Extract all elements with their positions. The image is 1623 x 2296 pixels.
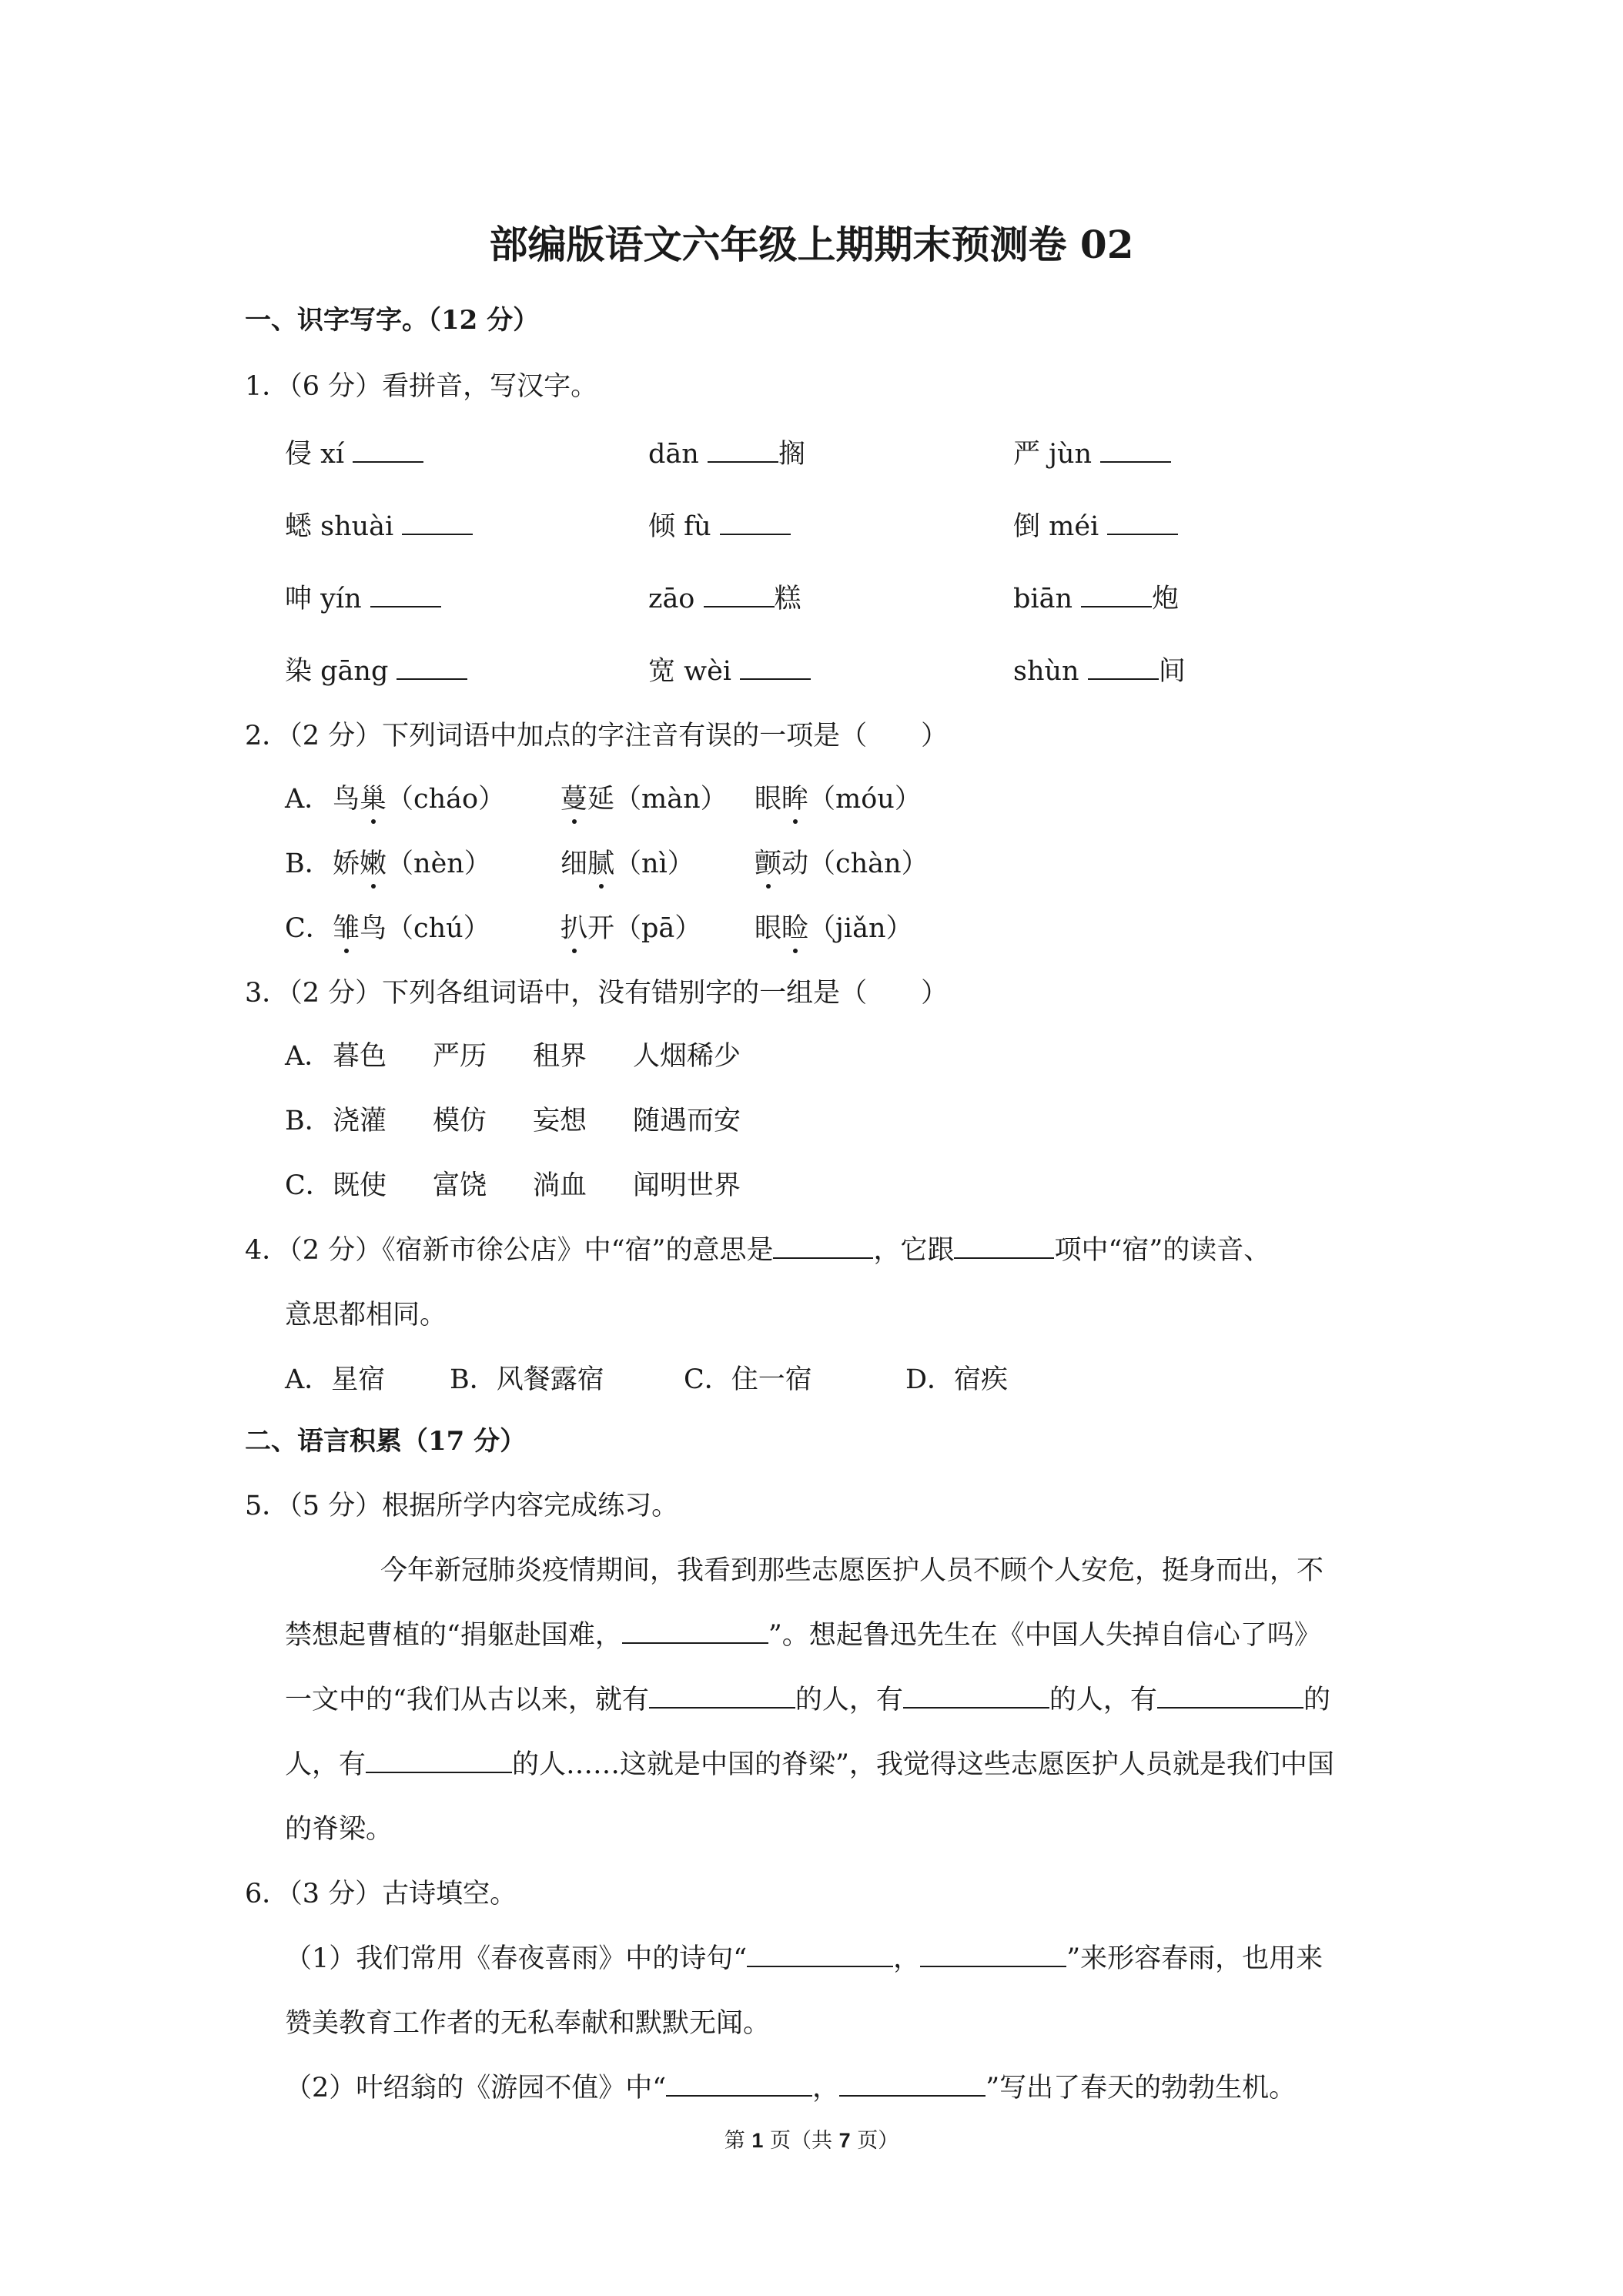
pinyin-item: 宽 wèi [648,650,811,688]
option-label: A． [285,784,332,815]
option-label: C． [285,1170,333,1201]
answer-blank[interactable] [402,505,473,535]
option-word: 随遇而安 [633,1106,741,1136]
pinyin-item: 倒 méi [1013,505,1178,544]
answer-blank[interactable] [649,1678,795,1709]
answer-blank[interactable] [622,1614,768,1644]
pinyin-item: 呻 yín [285,577,441,616]
dotted-character: 巢 [360,778,387,816]
answer-blank[interactable] [773,1229,873,1259]
page-footer: 第 1 页（共 7 页） [724,2129,899,2153]
page-title: 部编版语文六年级上期期末预测卷 02 [489,222,1134,267]
answer-blank[interactable] [366,1743,512,1773]
option-choice[interactable]: B．风餐露宿 [450,1364,604,1395]
answer-blank[interactable] [1157,1678,1303,1709]
question-6-part1: （1）我们常用《春夜喜雨》中的诗句“ ， ”来形容春雨，也用来 [285,1937,1323,1976]
question-6-stem: 6．（3 分）古诗填空。 [245,1879,517,1909]
answer-blank[interactable] [353,433,423,463]
pinyin-item: 严 jùn [1013,433,1171,471]
word-with-pinyin: 娇嫩（nèn） [333,842,491,881]
answer-blank[interactable] [1107,505,1178,535]
question-5-para-line4: 人，有 的人……这就是中国的脊梁”，我觉得这些志愿医护人员就是我们中国 [285,1743,1334,1782]
dotted-character: 睑 [781,907,808,946]
option-word: 妄想 [533,1106,587,1136]
question-6-part2: （2）叶绍翁的《游园不值》中“ ， ”写出了春天的勃勃生机。 [285,2067,1296,2105]
pinyin-item: 倾 fù [648,505,791,544]
option-choice[interactable]: D．宿疾 [905,1364,1009,1395]
pinyin-item: dān 搁 [648,433,805,471]
question-3-stem: 3．（2 分）下列各组词语中，没有错别字的一组是（ ） [245,978,949,1009]
answer-blank[interactable] [740,650,811,680]
pinyin-item: 染 gāng [285,650,467,688]
answer-blank[interactable] [666,2067,812,2097]
option-choice[interactable]: A．星宿 [285,1364,386,1395]
option-word: 暮色 [333,1041,387,1072]
answer-blank[interactable] [1100,433,1171,463]
dotted-character: 蔓 [561,778,587,816]
answer-blank[interactable] [954,1229,1054,1259]
option-word: 严历 [433,1041,487,1072]
answer-blank[interactable] [747,1937,893,1967]
question-5-stem: 5．（5 分）根据所学内容完成练习。 [245,1491,679,1521]
dotted-character: 眸 [781,778,808,816]
question-1-stem: 1．（6 分）看拼音，写汉字。 [245,371,598,402]
option-choice[interactable]: C．住一宿 [684,1364,812,1395]
dotted-character: 腻 [587,842,614,881]
answer-blank[interactable] [1088,650,1159,680]
option-word: 既使 [333,1170,387,1201]
dotted-character: 雏 [333,907,360,946]
pinyin-item: 侵 xí [285,433,423,471]
word-with-pinyin: 眼睑（jiǎn） [755,907,913,946]
pinyin-item: 蟋 shuài [285,505,473,544]
question-5-para-line1: 今年新冠肺炎疫情期间，我看到那些志愿医护人员不顾个人安危，挺身而出，不 [380,1555,1324,1586]
answer-blank[interactable] [1081,577,1152,607]
answer-blank[interactable] [397,650,467,680]
word-with-pinyin: 眼眸（móu） [755,778,922,816]
question-6-part1-line2: 赞美教育工作者的无私奉献和默默无闻。 [285,2008,771,2039]
word-with-pinyin: 鸟巢（cháo） [333,778,505,816]
answer-blank[interactable] [720,505,791,535]
option-word: 人烟稀少 [633,1041,741,1072]
question-4-stem: 4．（2 分）《宿新市徐公店》中“宿”的意思是 ，它跟 项中“宿”的读音、 [245,1229,1270,1267]
dotted-character: 扒 [561,907,587,946]
pinyin-item: biān 炮 [1013,577,1179,616]
option-label: C． [285,913,333,944]
option-word: 闻明世界 [633,1170,741,1201]
option-word: 浇灌 [333,1106,387,1136]
option-word: 租界 [533,1041,587,1072]
question-5-para-line5: 的脊梁。 [285,1814,393,1845]
section-heading-2: 二、语言积累（17 分） [245,1426,527,1457]
option-label: A． [285,1041,332,1072]
answer-blank[interactable] [839,2067,986,2097]
section-heading-1: 一、识字写字。（12 分） [245,305,540,336]
word-with-pinyin: 细腻（nì） [561,842,694,881]
option-label: B． [285,1106,332,1136]
dotted-character: 颤 [755,842,781,881]
option-label: B． [285,848,332,879]
answer-blank[interactable] [920,1937,1066,1967]
option-word: 富饶 [433,1170,487,1201]
answer-blank[interactable] [370,577,441,607]
answer-blank[interactable] [704,577,775,607]
question-5-para-line3: 一文中的“我们从古以来，就有 的人，有 的人，有 的 [285,1678,1330,1717]
dotted-character: 嫩 [360,842,387,881]
question-5-para-line2: 禁想起曹植的“捐躯赴国难， ”。想起鲁迅先生在《中国人失掉自信心了吗》 [285,1614,1321,1652]
pinyin-item: zāo 糕 [648,577,801,616]
option-word: 模仿 [433,1106,487,1136]
answer-blank[interactable] [903,1678,1049,1709]
word-with-pinyin: 蔓延（màn） [561,778,728,816]
question-2-stem: 2．（2 分）下列词语中加点的字注音有误的一项是（ ） [245,721,949,751]
option-word: 淌血 [533,1170,587,1201]
word-with-pinyin: 雏鸟（chú） [333,907,490,946]
answer-blank[interactable] [708,433,778,463]
question-4-stem-line2: 意思都相同。 [285,1300,447,1330]
word-with-pinyin: 颤动（chàn） [755,842,929,881]
word-with-pinyin: 扒开（pā） [561,907,701,946]
pinyin-item: shùn 间 [1013,650,1186,688]
